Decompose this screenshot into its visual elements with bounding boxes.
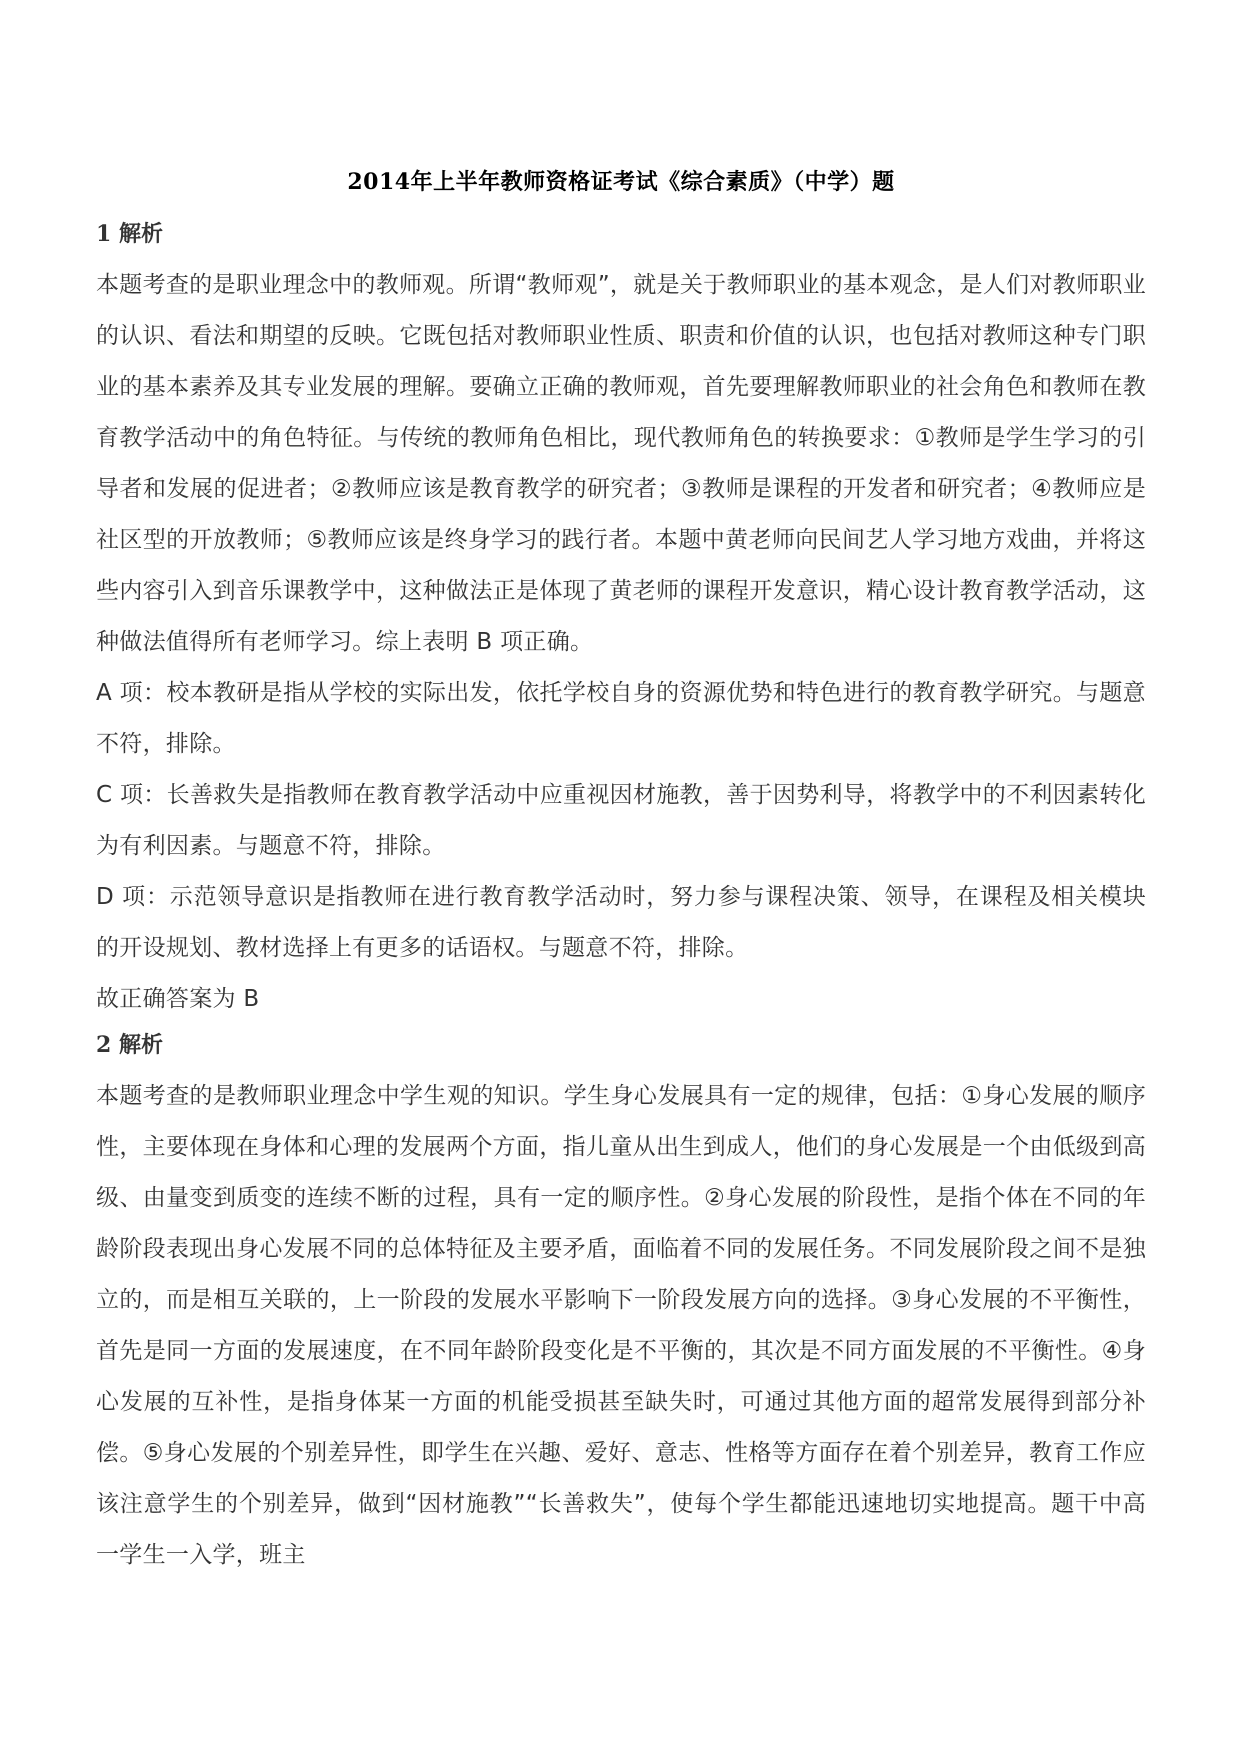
paragraph: 本题考查的是教师职业理念中学生观的知识。学生身心发展具有一定的规律，包括：①身心发展的顺序性，主要体现在身体和心理的发展两个方面，指儿童从出生到成人，他们的身心发展是一个由低级到高级、由量变到质变的连续不断的过程，具有一定的顺序性。②身心发展的阶段性，是指个体在不同的年龄阶段表现出身心发展不同的总体特征及主要矛盾，面临着不同的发展任务。不同发展阶段之间不是独立的，而是相互关联的，上一阶段的发展水平影响下一阶段发展方向的选择。③身心发展的不平衡性，首先是同一方面的发展速度，在不同年龄阶段变化是不平衡的，其次是不同方面发展的不平衡性。④身心发展的互补性，是指身体某一方面的机能受损甚至缺失时，可通过其他方面的超常发展得到部分补偿。⑤身心发展的个别差异性，即学生在兴趣、爱好、意志、性格等方面存在着个别差异，教育工作应该注意学生的个别差异，做到“因材施教”“长善救失”，使每个学生都能迅速地切实地提高。题干中高一学生一入学，班主	[96, 1083, 1146, 1568]
paragraph: 本题考查的是职业理念中的教师观。所谓“教师观”，就是关于教师职业的基本观念，是人们对教师职业的认识、看法和期望的反映。它既包括对教师职业性质、职责和价值的认识，也包括对教师这种专门职业的基本素养及其专业发展的理解。要确立正确的教师观，首先要理解教师职业的社会角色和教师在教育教学活动中的角色特征。与传统的教师角色相比，现代教师角色的转换要求：①教师是学生学习的引导者和发展的促进者；②教师应该是教育教学的研究者；③教师是课程的开发者和研究者；④教师应是社区型的开放教师；⑤教师应该是终身学习的践行者。本题中黄老师向民间艺人学习地方戏曲，并将这些内容引入到音乐课教学中，这种做法正是体现了黄老师的课程开发意识，精心设计教育教学活动，这种做法值得所有老师学习。综上表明 B 项正确。	[96, 272, 1146, 655]
paragraph: C 项：长善救失是指教师在教育教学活动中应重视因材施教，善于因势利导，将教学中的不利因素转化为有利因素。与题意不符，排除。	[96, 782, 1146, 859]
paragraph: A 项：校本教研是指从学校的实际出发，依托学校自身的资源优势和特色进行的教育教学研究。与题意不符，排除。	[96, 680, 1146, 757]
paragraph: D 项：示范领导意识是指教师在进行教育教学活动时，努力参与课程决策、领导，在课程及相关模块的开设规划、教材选择上有更多的话语权。与题意不符，排除。	[96, 884, 1146, 961]
section-1	[96, 214, 1146, 1025]
section-heading: 2 解析	[96, 1032, 163, 1058]
section-2	[96, 1025, 1146, 1581]
paragraph: 故正确答案为 B	[96, 986, 260, 1012]
document-page	[96, 162, 1146, 1581]
section-heading: 1 解析	[96, 221, 163, 247]
document-title: 2014年上半年教师资格证考试《综合素质》（中学）题	[347, 169, 895, 195]
